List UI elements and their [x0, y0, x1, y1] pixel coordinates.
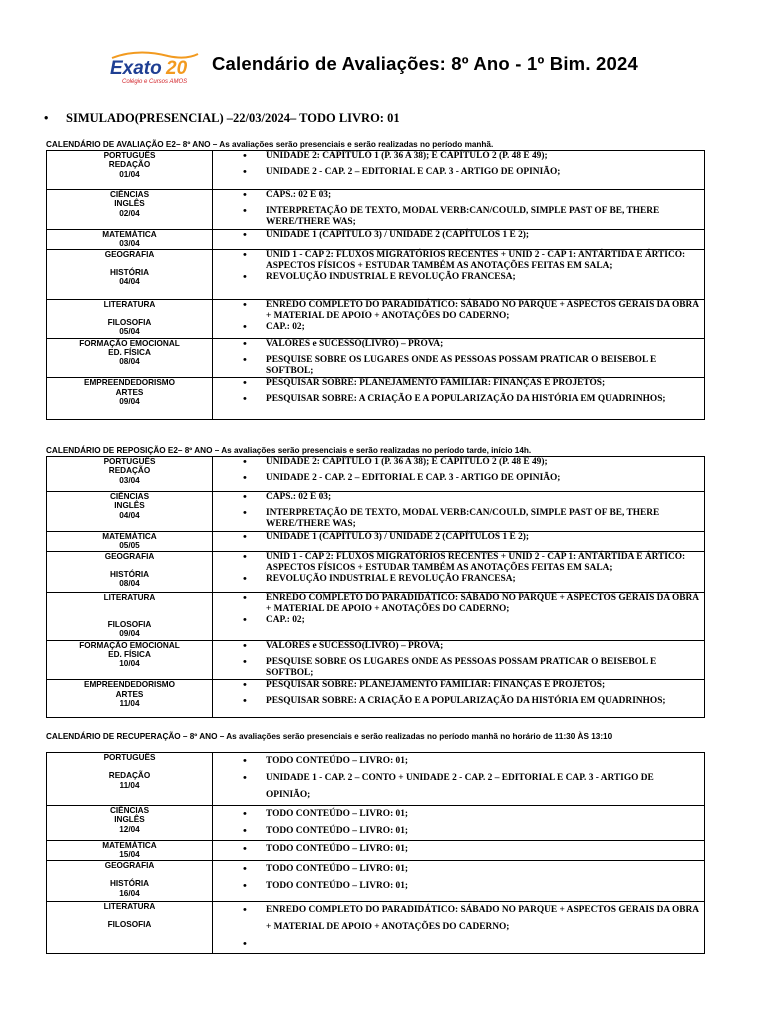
- subject-label: EMPREENDEDORISMO: [84, 378, 175, 388]
- content-cell: [213, 457, 705, 492]
- subject-label: 03/04: [119, 475, 140, 485]
- content-list: [213, 300, 704, 334]
- subject-cell: [47, 492, 213, 532]
- table-row: [47, 860, 705, 901]
- spacer: [47, 870, 212, 879]
- table-row: [47, 457, 705, 492]
- subject-label: 01/04: [119, 169, 140, 179]
- list-item: • UNID 1 - CAP 2: FLUXOS MIGRATÓRIOS RECENTES + UNID 2 - CAP 1: ANTÁRTIDA E ÁRTICO: ASPECTOS FÍSICOS + ESTUDAR TAMBÉM AS ANOTAÇÕES FEITAS EM SALA;: [213, 552, 700, 574]
- content-list: [213, 806, 704, 840]
- subject-cell: [47, 592, 213, 640]
- table-row: [47, 901, 705, 953]
- content-list: [213, 552, 704, 586]
- spacer: [47, 602, 212, 611]
- content-list: [213, 641, 704, 680]
- subject-label: PORTUGUÊS: [103, 753, 156, 762]
- subject-label: 10/04: [119, 659, 140, 669]
- content-cell: [213, 190, 705, 230]
- spacer: [47, 611, 212, 620]
- subject-cell: [47, 551, 213, 592]
- subject-cell: [47, 806, 213, 841]
- content-cell: [213, 841, 705, 861]
- subject-label: 05/05: [119, 541, 140, 551]
- content-list: [213, 492, 704, 531]
- list-item: • PESQUISE SOBRE OS LUGARES ONDE AS PESSOAS POSSAM PRATICAR O BEISEBOL E SOFTBOL;: [213, 657, 700, 679]
- subject-cell: [47, 190, 213, 230]
- list-item: [213, 936, 700, 953]
- list-item: • REVOLUÇÃO INDUSTRIAL E REVOLUÇÃO FRANCESA;: [213, 272, 700, 283]
- recuperacao-table: [46, 752, 705, 954]
- table-row: [47, 492, 705, 532]
- content-cell: [213, 151, 705, 190]
- content-cell: [213, 492, 705, 532]
- page-title: Calendário de Avaliações: 8º Ano - 1º Bim. 2024: [212, 53, 638, 74]
- svg-text:Colégio e Cursos AMOS: Colégio e Cursos AMOS: [122, 79, 188, 85]
- spacer: [47, 259, 212, 268]
- spacer: [47, 561, 212, 570]
- content-cell: [213, 249, 705, 299]
- content-list: [213, 680, 704, 707]
- content-list: [213, 250, 704, 284]
- subject-label: FILOSOFIA: [107, 920, 152, 930]
- list-item: • UNIDADE 1 (CAPÍTULO 3) / UNIDADE 2 (CAPÍTULOS 1 E 2);: [213, 230, 700, 241]
- content-cell: [213, 860, 705, 901]
- subject-cell: [47, 680, 213, 718]
- content-cell: [213, 806, 705, 841]
- subject-cell: [47, 299, 213, 338]
- table-row: [47, 531, 705, 551]
- list-item: • INTERPRETAÇÃO DE TEXTO, MODAL VERB:CAN/COULD, SIMPLE PAST OF BE, THERE WERE/THERE WAS;: [213, 206, 700, 228]
- list-item: • TODO CONTEÚDO – LIVRO: 01;: [213, 841, 700, 858]
- list-item: • ENREDO COMPLETO DO PARADIDÁTICO: SÁBADO NO PARQUE + ASPECTOS GERAIS DA OBRA + MATERIAL DE APOIO + ANOTAÇÕES DO CADERNO;: [213, 300, 700, 322]
- subject-label: REDAÇÃO: [108, 160, 151, 170]
- subject-label: PORTUGUÊS: [103, 151, 156, 160]
- content-list: [213, 861, 704, 895]
- table-row: [47, 680, 705, 718]
- list-item: • ENREDO COMPLETO DO PARADIDÁTICO: SÁBADO NO PARQUE + ASPECTOS GERAIS DA OBRA + MATERIAL DE APOIO + ANOTAÇÕES DO CADERNO;: [213, 593, 700, 615]
- list-item: • VALORES e SUCESSO(LIVRO) – PROVA;: [213, 641, 700, 652]
- content-cell: [213, 378, 705, 420]
- list-item: • CAP.: 02;: [213, 615, 700, 626]
- simulado-line: [44, 111, 400, 126]
- subject-label: INGLÊS: [114, 199, 145, 209]
- subject-cell: [47, 338, 213, 378]
- subject-label: LITERATURA: [103, 299, 156, 309]
- content-list: [213, 190, 704, 229]
- subject-label: INGLÊS: [114, 815, 145, 825]
- list-item: • UNIDADE 2: CAPÍTULO 1 (P. 36 A 38); E CAPÍTULO 2 (P. 48 E 49);: [213, 457, 700, 468]
- subject-label: REDAÇÃO: [108, 771, 151, 781]
- subject-label: 03/04: [119, 239, 140, 249]
- svg-text:20: 20: [166, 58, 188, 79]
- subject-label: GEOGRAFIA: [104, 860, 155, 870]
- subject-label: 09/04: [119, 397, 140, 407]
- list-item: • VALORES e SUCESSO(LIVRO) – PROVA;: [213, 339, 700, 350]
- subject-label: 08/04: [119, 357, 140, 367]
- subject-label: LITERATURA: [103, 592, 156, 602]
- subject-cell: [47, 531, 213, 551]
- content-cell: [213, 531, 705, 551]
- table-row: [47, 151, 705, 190]
- school-logo: [108, 50, 200, 86]
- subject-cell: [47, 753, 213, 806]
- subject-label: INGLÊS: [114, 501, 145, 511]
- table-row: [47, 841, 705, 861]
- content-cell: [213, 901, 705, 953]
- list-item: • UNIDADE 2: CAPÍTULO 1 (P. 36 A 38); E CAPÍTULO 2 (P. 48 E 49);: [213, 151, 700, 162]
- subject-label: ED. FÍSICA: [108, 348, 151, 358]
- subject-label: MATEMÁTICA: [102, 841, 157, 850]
- subject-label: 11/04: [119, 780, 140, 790]
- subject-cell: [47, 841, 213, 861]
- list-item: • TODO CONTEÚDO – LIVRO: 01;: [213, 878, 700, 895]
- spacer: [47, 911, 212, 920]
- subject-label: ED. FÍSICA: [108, 650, 151, 660]
- subject-label: 09/04: [119, 629, 140, 639]
- content-list: [213, 753, 704, 804]
- table-row: [47, 592, 705, 640]
- content-list: [213, 841, 704, 858]
- list-item: • TODO CONTEÚDO – LIVRO: 01;: [213, 806, 700, 823]
- table-row: [47, 753, 705, 806]
- content-list: [213, 339, 704, 378]
- content-cell: [213, 640, 705, 680]
- content-list: [213, 532, 704, 543]
- list-item: • CAPS.: 02 E 03;: [213, 190, 700, 201]
- subject-label: 05/04: [119, 327, 140, 337]
- avaliacao-table: [46, 150, 705, 420]
- list-item: • UNID 1 - CAP 2: FLUXOS MIGRATÓRIOS RECENTES + UNID 2 - CAP 1: ANTÁRTIDA E ÁRTICO: ASPECTOS FÍSICOS + ESTUDAR TAMBÉM AS ANOTAÇÕES FEITAS EM SALA;: [213, 250, 700, 272]
- subject-label: HISTÓRIA: [109, 268, 150, 278]
- content-list: [213, 593, 704, 627]
- subject-label: ARTES: [115, 387, 144, 397]
- list-item: • PESQUISAR SOBRE: A CRIAÇÃO E A POPULARIZAÇÃO DA HISTÓRIA EM QUADRINHOS;: [213, 696, 700, 707]
- subject-label: FORMAÇÃO EMOCIONAL: [79, 640, 180, 650]
- subject-label: HISTÓRIA: [109, 570, 150, 580]
- subject-label: 02/04: [119, 208, 140, 218]
- subject-cell: [47, 860, 213, 901]
- list-item: • ENREDO COMPLETO DO PARADIDÁTICO: SÁBADO NO PARQUE + ASPECTOS GERAIS DA OBRA + MATERIAL DE APOIO + ANOTAÇÕES DO CADERNO;: [213, 902, 700, 936]
- list-item: • CAP.: 02;: [213, 322, 700, 333]
- subject-cell: [47, 457, 213, 492]
- content-cell: [213, 338, 705, 378]
- content-cell: [213, 680, 705, 718]
- subject-label: REDAÇÃO: [108, 466, 151, 476]
- content-cell: [213, 229, 705, 249]
- subject-label: PORTUGUÊS: [103, 457, 156, 466]
- subject-label: GEOGRAFIA: [104, 551, 155, 561]
- list-item: • TODO CONTEÚDO – LIVRO: 01;: [213, 823, 700, 840]
- subject-label: 08/04: [119, 579, 140, 589]
- subject-cell: [47, 901, 213, 953]
- list-item: • UNIDADE 1 - CAP. 2 – CONTO + UNIDADE 2 - CAP. 2 – EDITORIAL E CAP. 3 - ARTIGO DE OPINIÃO;: [213, 770, 700, 804]
- content-cell: [213, 551, 705, 592]
- list-item: • INTERPRETAÇÃO DE TEXTO, MODAL VERB:CAN/COULD, SIMPLE PAST OF BE, THERE WERE/THERE WAS;: [213, 508, 700, 530]
- subject-cell: [47, 249, 213, 299]
- subject-label: 15/04: [119, 850, 140, 860]
- avaliacao-heading: CALENDÁRIO DE AVALIAÇÃO E2– 8º ANO – As avaliações serão presenciais e serão realizadas no período manhã.: [46, 140, 494, 149]
- list-item: • PESQUISE SOBRE OS LUGARES ONDE AS PESSOAS POSSAM PRATICAR O BEISEBOL E SOFTBOL;: [213, 355, 700, 377]
- subject-label: 12/04: [119, 824, 140, 834]
- table-row: [47, 299, 705, 338]
- list-item: • CAPS.: 02 E 03;: [213, 492, 700, 503]
- subject-label: 16/04: [119, 888, 140, 898]
- list-item: • TODO CONTEÚDO – LIVRO: 01;: [213, 861, 700, 878]
- subject-label: 04/04: [119, 510, 140, 520]
- subject-label: 04/04: [119, 277, 140, 287]
- subject-label: FORMAÇÃO EMOCIONAL: [79, 338, 180, 348]
- content-list: [213, 457, 704, 484]
- table-row: [47, 249, 705, 299]
- subject-cell: [47, 151, 213, 190]
- table-row: [47, 551, 705, 592]
- list-item: • UNIDADE 2 - CAP. 2 – EDITORIAL E CAP. 3 - ARTIGO DE OPINIÃO;: [213, 167, 700, 178]
- subject-label: EMPREENDEDORISMO: [84, 680, 175, 690]
- subject-label: GEOGRAFIA: [104, 249, 155, 259]
- subject-cell: [47, 229, 213, 249]
- simulado-text: SIMULADO(PRESENCIAL) –22/03/2024– TODO LIVRO: 01: [66, 111, 400, 125]
- bullet-icon: •: [44, 111, 49, 125]
- subject-cell: [47, 378, 213, 420]
- subject-label: MATEMÁTICA: [102, 531, 157, 541]
- list-item: • UNIDADE 2 - CAP. 2 – EDITORIAL E CAP. 3 - ARTIGO DE OPINIÃO;: [213, 473, 700, 484]
- reposicao-heading: CALENDÁRIO DE REPOSIÇÃO E2– 8º ANO – As avaliações serão presenciais e serão realizadas no período tarde, início 14h.: [46, 446, 532, 455]
- content-cell: [213, 299, 705, 338]
- subject-label: MATEMÁTICA: [102, 229, 157, 239]
- list-item: • PESQUISAR SOBRE: PLANEJAMENTO FAMILIAR: FINANÇAS E PROJETOS;: [213, 378, 700, 389]
- table-row: [47, 378, 705, 420]
- table-row: [47, 190, 705, 230]
- list-item: • PESQUISAR SOBRE: A CRIAÇÃO E A POPULARIZAÇÃO DA HISTÓRIA EM QUADRINHOS;: [213, 394, 700, 405]
- recuperacao-heading: CALENDÁRIO DE RECUPERAÇÃO – 8º ANO – As avaliações serão presenciais e serão realizadas no período manhã no horário de 11:30 ÀS 13:10: [46, 732, 613, 741]
- subject-label: FILOSOFIA: [107, 318, 152, 328]
- subject-label: CIÊNCIAS: [109, 190, 150, 199]
- content-list: [213, 230, 704, 241]
- subject-label: 11/04: [119, 699, 140, 709]
- table-row: [47, 229, 705, 249]
- list-item: • PESQUISAR SOBRE: PLANEJAMENTO FAMILIAR: FINANÇAS E PROJETOS;: [213, 680, 700, 691]
- subject-label: ARTES: [115, 689, 144, 699]
- content-list: [213, 151, 704, 178]
- table-row: [47, 640, 705, 680]
- content-list: [213, 378, 704, 405]
- table-row: [47, 806, 705, 841]
- table-row: [47, 338, 705, 378]
- list-item: • TODO CONTEÚDO – LIVRO: 01;: [213, 753, 700, 770]
- svg-text:Exato: Exato: [110, 58, 162, 79]
- content-cell: [213, 753, 705, 806]
- subject-label: LITERATURA: [103, 901, 156, 911]
- subject-label: HISTÓRIA: [109, 879, 150, 889]
- content-list: [213, 902, 704, 953]
- content-cell: [213, 592, 705, 640]
- subject-label: CIÊNCIAS: [109, 492, 150, 501]
- subject-label: CIÊNCIAS: [109, 806, 150, 815]
- subject-label: FILOSOFIA: [107, 620, 152, 630]
- spacer: [47, 309, 212, 318]
- list-item: • REVOLUÇÃO INDUSTRIAL E REVOLUÇÃO FRANCESA;: [213, 574, 700, 585]
- subject-cell: [47, 640, 213, 680]
- list-item: • UNIDADE 1 (CAPÍTULO 3) / UNIDADE 2 (CAPÍTULOS 1 E 2);: [213, 532, 700, 543]
- reposicao-table: [46, 456, 705, 718]
